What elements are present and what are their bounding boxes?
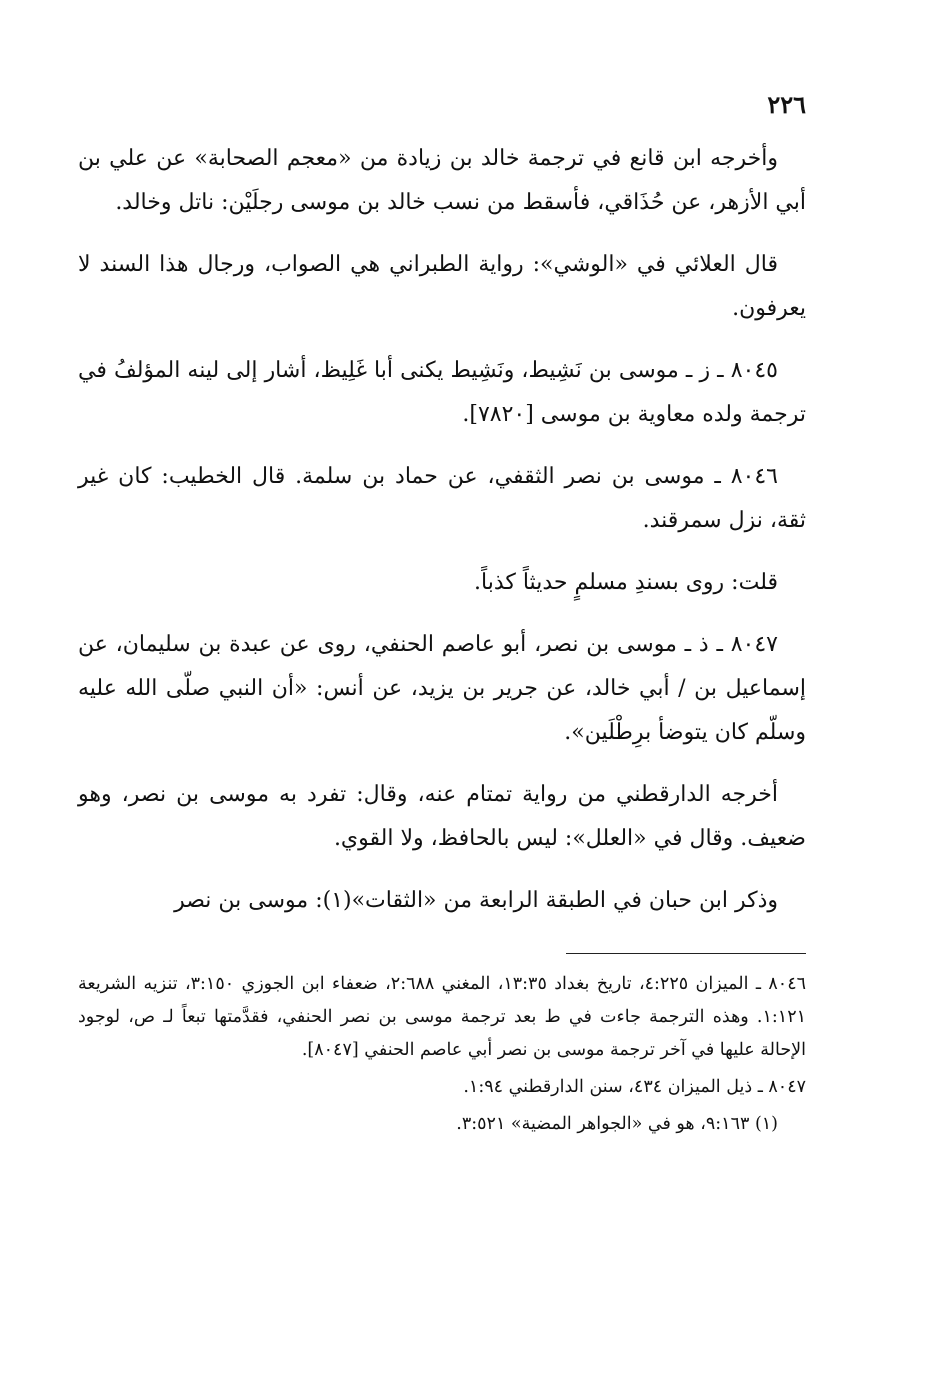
- entry-8046: ٨٠٤٦ ـ موسى بن نصر الثقفي، عن حماد بن سلمة. قال الخطيب: كان غير ثقة، نزل سمرقند.: [78, 464, 806, 533]
- paragraph-qultu: قلت: روى بسندِ مسلمٍ حديثاً كذباً.: [474, 570, 778, 595]
- entry-8047: ٨٠٤٧ ـ ذ ـ موسى بن نصر، أبو عاصم الحنفي، روى عن عبدة بن سليمان، عن إسماعيل بن / أبي خالد، عن جرير بن يزيد، عن أنس: «أن النبي صلّى الله عليه وسلّم كان يتوضأ برِطْلَين».: [78, 632, 807, 745]
- paragraph-ibn-hibban: وذكر ابن حبان في الطبقة الرابعة من «الثقات»(١): موسى بن نصر: [174, 888, 778, 913]
- footnote-8047: ٨٠٤٧ ـ ذيل الميزان ٤٣٤، سنن الدارقطني ١:٩٤.: [463, 1077, 806, 1097]
- footnote-separator: [566, 953, 806, 954]
- footnote-8046: ٨٠٤٦ ـ الميزان ٤:٢٢٥، تاريخ بغداد ١٣:٣٥، المغني ٢:٦٨٨، ضعفاء ابن الجوزي ٣:١٥٠، تنزيه الشريعة ١:١٢١. وهذه الترجمة جاءت في ط بعد ترجمة موسى بن نصر الحنفي، فقدَّمتها تبعاً لـ ص، لوجود الإحالة عليها في آخر ترجمة موسى بن نصر أبي عاصم الحنفي [٨٠٤٧].: [78, 974, 806, 1060]
- page-number: ٢٢٦: [767, 90, 806, 119]
- footnote-1: (١) ٩:١٦٣، هو في «الجواهر المضية» ٣:٥٢١.: [456, 1114, 778, 1134]
- paragraph-daraqutni: أخرجه الدارقطني من رواية تمتام عنه، وقال: تفرد به موسى بن نصر، وهو ضعيف. وقال في «العلل»: ليس بالحافظ، ولا القوي.: [78, 782, 806, 851]
- paragraph-ibn-qani: وأخرجه ابن قانع في ترجمة خالد بن زيادة من «معجم الصحابة» عن علي بن أبي الأزهر، عن حُذَاقي، فأسقط من نسب خالد بن موسى رجلَيْن: ناتل وخالد.: [78, 146, 806, 215]
- document-page: [78, 90, 806, 1145]
- entry-8045: ٨٠٤٥ ـ ز ـ موسى بن نَشِيط، ونَشِيط يكنى أبا غَلِيظ، أشار إلى لينه المؤلفُ في ترجمة ولده معاوية بن موسى [٧٨٢٠].: [78, 358, 806, 427]
- paragraph-alalai: قال العلائي في «الوشي»: رواية الطبراني هي الصواب، ورجال هذا السند لا يعرفون.: [78, 252, 806, 321]
